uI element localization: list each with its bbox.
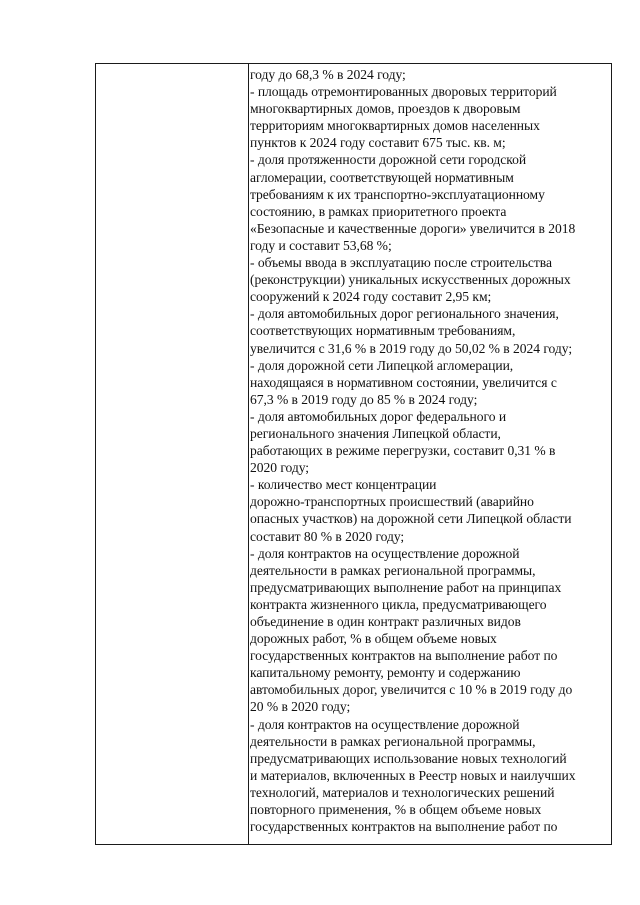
text-line: сооружений к 2024 году составит 2,95 км; (250, 289, 492, 305)
text-line: дорожно-транспортных происшествий (аварийно (250, 494, 534, 510)
text-line: дорожных работ, % в общем объеме новых (250, 631, 497, 647)
text-line: опасных участков) на дорожной сети Липецкой области (250, 511, 572, 527)
text-line: году и составит 53,68 %; (250, 237, 392, 253)
column-divider (248, 64, 249, 844)
text-line: и материалов, включенных в Реестр новых и наилучших (250, 767, 576, 783)
text-line: находящаяся в нормативном состоянии, увеличится с (250, 374, 557, 390)
text-line: агломерации, соответствующей нормативным (250, 169, 514, 185)
text-line: - площадь отремонтированных дворовых территорий (250, 84, 557, 100)
text-line: предусматривающих выполнение работ на принципах (250, 579, 562, 595)
table-cell-left (96, 64, 248, 844)
text-line: капитальному ремонту, ремонту и содержанию (250, 665, 521, 681)
text-line: году до 68,3 % в 2024 году; (250, 67, 406, 82)
text-line: автомобильных дорог, увеличится с 10 % в 2019 году до (250, 682, 573, 698)
text-line: повторного применения, % в общем объеме новых (250, 802, 542, 818)
text-line: соответствующих нормативным требованиям, (250, 323, 516, 339)
text-line: деятельности в рамках региональной программы, (250, 562, 536, 578)
text-line: регионального значения Липецкой области, (250, 425, 501, 441)
text-line: (реконструкции) уникальных искусственных дорожных (250, 272, 571, 288)
text-line: - доля автомобильных дорог федерального и (250, 408, 507, 424)
text-line: составит 80 % в 2020 году; (250, 528, 405, 544)
text-line: увеличится с 31,6 % в 2019 году до 50,02 % в 2024 году; (250, 340, 573, 356)
text-line: многоквартирных домов, проездов к дворовым (250, 101, 521, 117)
text-line: состоянию, в рамках приоритетного проекта (250, 203, 507, 219)
text-line: 2020 году; (250, 460, 310, 476)
text-line: - количество мест концентрации (250, 477, 437, 493)
text-line: контракта жизненного цикла, предусматривающего (250, 596, 547, 612)
text-line: государственных контрактов на выполнение работ по (250, 819, 558, 835)
text-line: требованиям к их транспортно-эксплуатационному (250, 186, 545, 202)
text-line: территориям многоквартирных домов населенных (250, 118, 540, 134)
text-line: - объемы ввода в эксплуатацию после строительства (250, 255, 552, 271)
text-line: - доля автомобильных дорог регионального значения, (250, 306, 559, 322)
text-line: деятельности в рамках региональной программы, (250, 733, 536, 749)
text-line: предусматривающих использование новых технологий (250, 750, 567, 766)
text-line: 67,3 % в 2019 году до 85 % в 2024 году; (250, 391, 478, 407)
text-line: - доля контрактов на осуществление дорожной (250, 716, 520, 732)
text-line: - доля контрактов на осуществление дорожной (250, 545, 520, 561)
text-line: технологий, материалов и технологических решений (250, 784, 555, 800)
text-line: пунктов к 2024 году составит 675 тыс. кв. м; (250, 135, 506, 151)
text-line: - доля дорожной сети Липецкой агломерации, (250, 357, 514, 373)
text-line: государственных контрактов на выполнение работ по (250, 648, 558, 664)
text-line: - доля протяженности дорожной сети городской (250, 152, 527, 168)
document-table (95, 63, 612, 845)
text-line: «Безопасные и качественные дороги» увеличится в 2018 (250, 220, 576, 236)
text-line: 20 % в 2020 году; (250, 699, 351, 715)
text-line: объединение в один контракт различных видов (250, 614, 521, 629)
table-cell-right (250, 66, 612, 835)
text-line: работающих в режиме перегрузки, составит 0,31 % в (250, 443, 556, 459)
